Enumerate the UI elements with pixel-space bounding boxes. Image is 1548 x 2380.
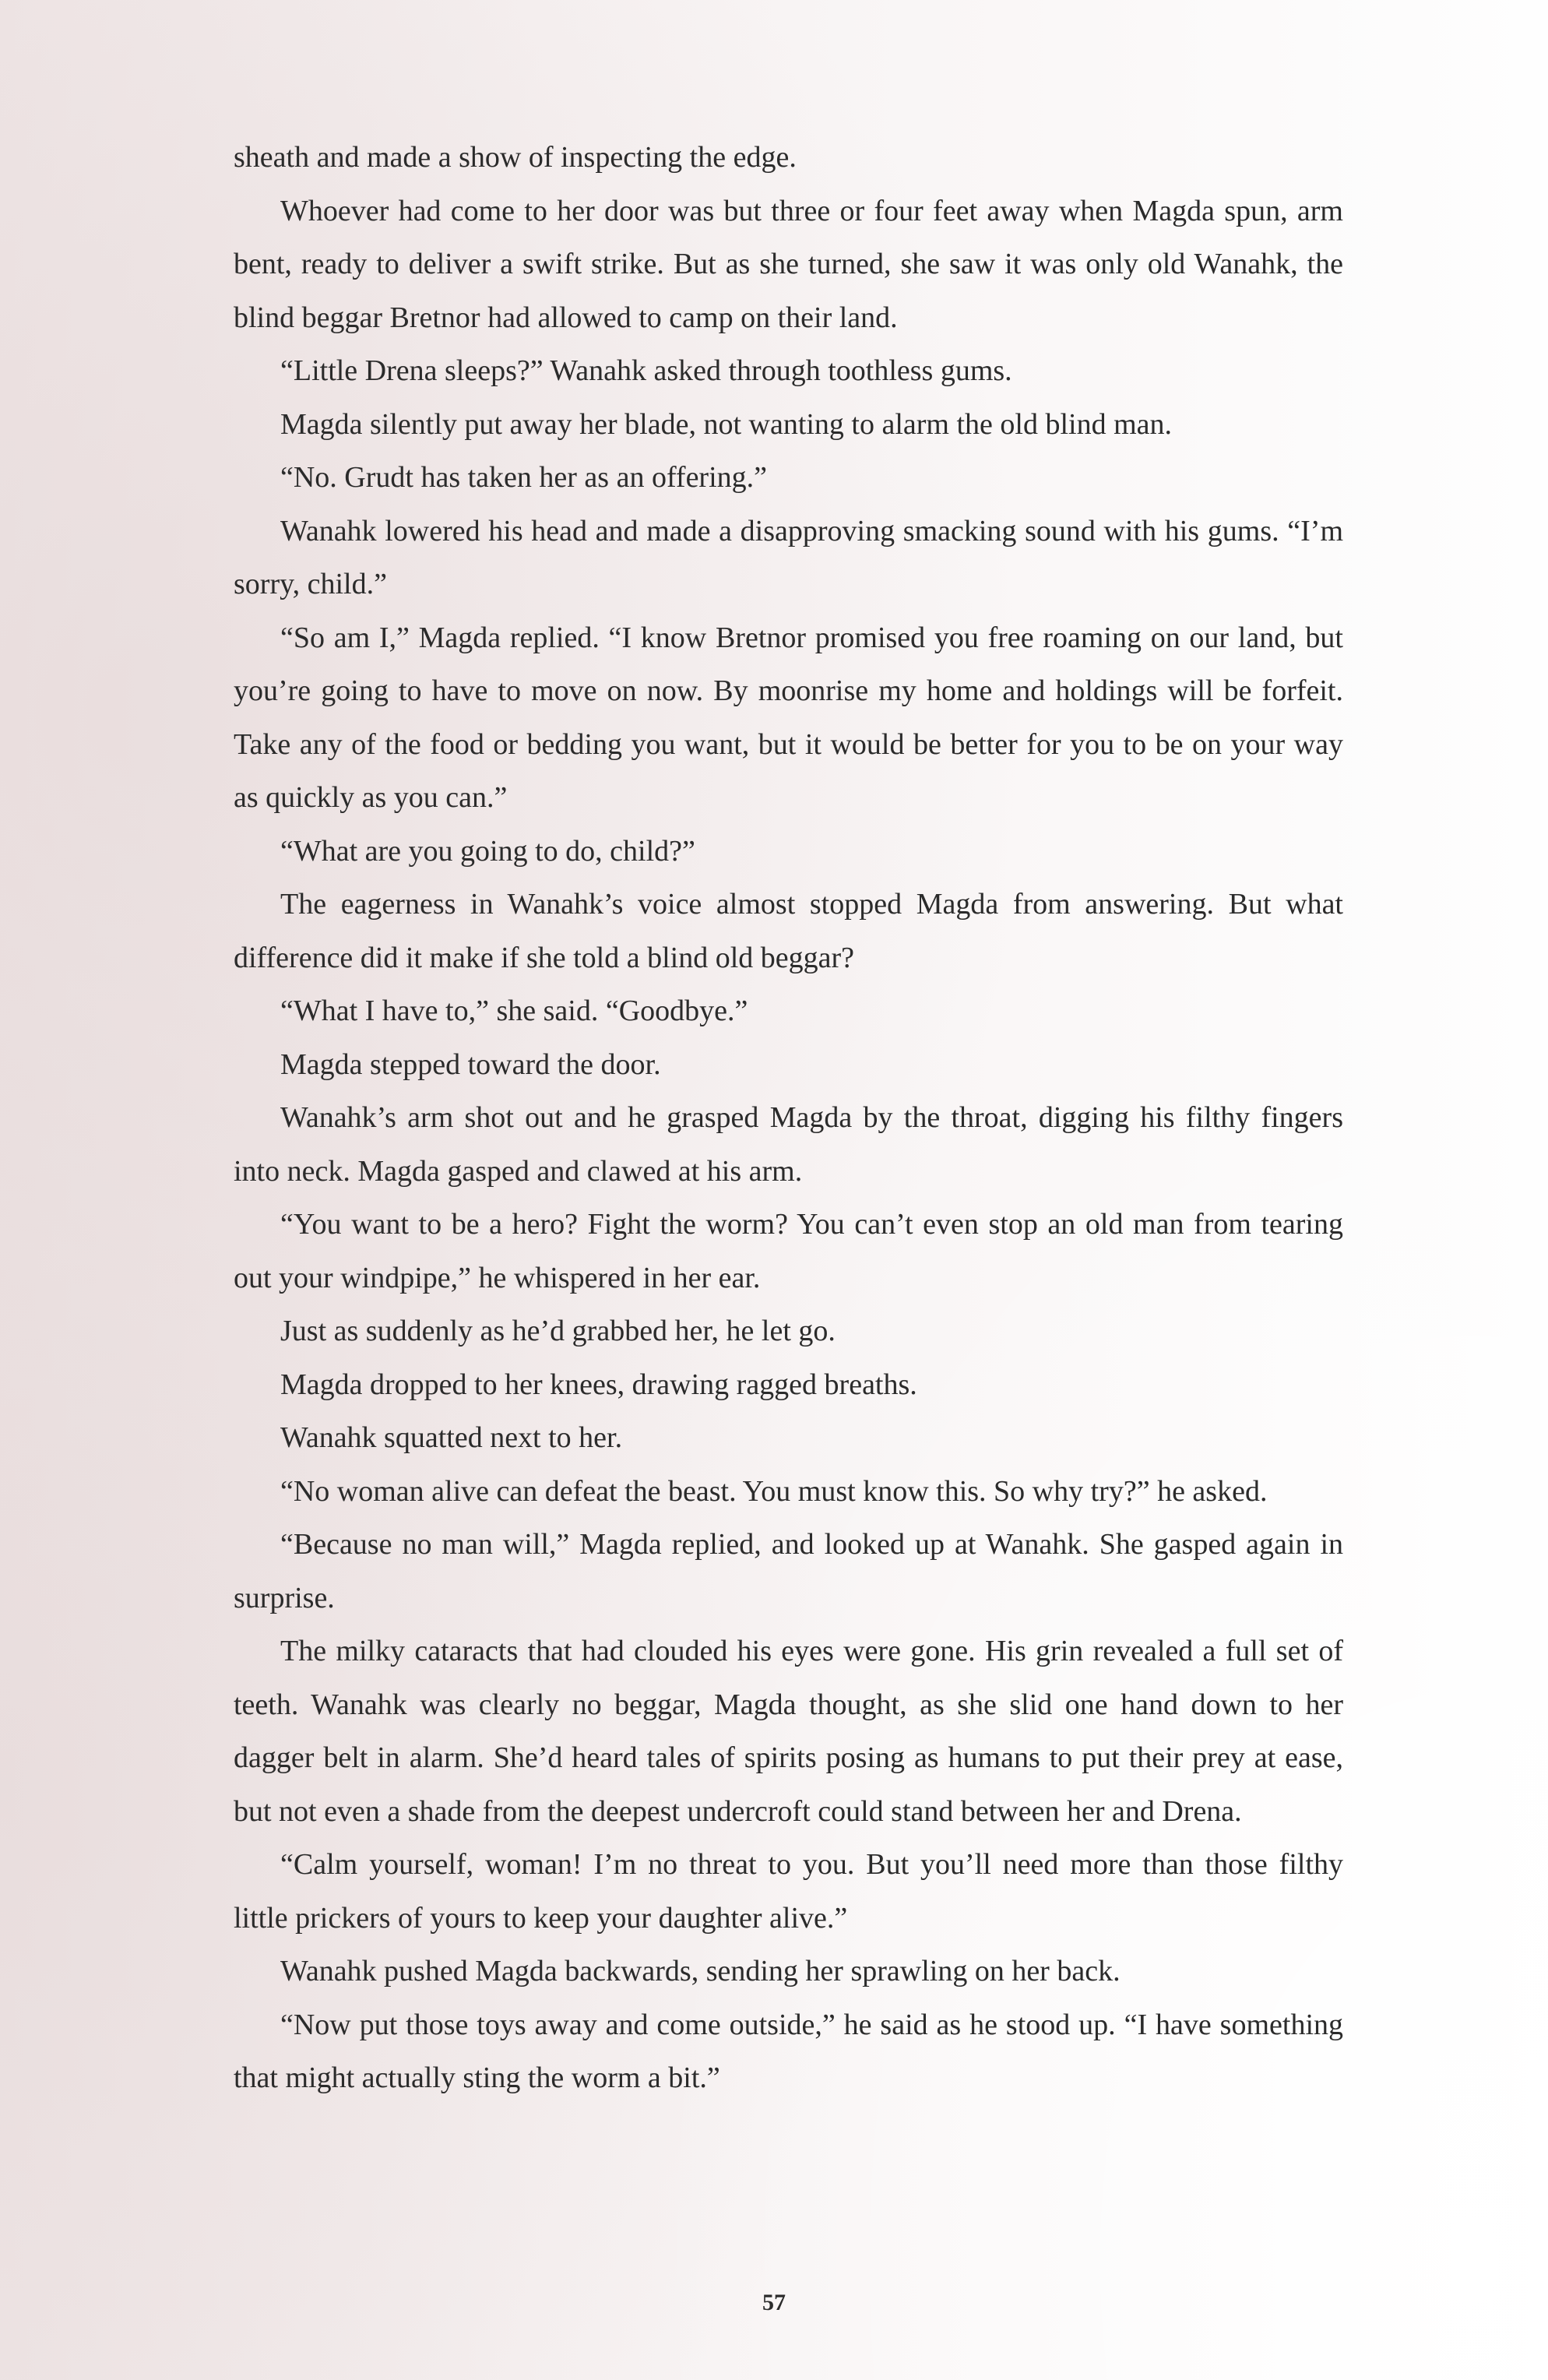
- paragraph: Magda dropped to her knees, drawing ragged breaths.: [280, 1368, 917, 1401]
- page-number: 57: [762, 2290, 786, 2315]
- paragraph: “Now put those toys away and come outside,” he said as he stood up. “I have something that might actually sting the worm a bit.”: [234, 2008, 1343, 2094]
- paragraph: The eagerness in Wanahk’s voice almost stopped Magda from answering. But what difference did it make if she told a blind old beggar?: [234, 888, 1343, 974]
- paragraph: “Because no man will,” Magda replied, and looked up at Wanahk. She gasped again in surprise.: [234, 1528, 1343, 1614]
- paragraph: Wanahk squatted next to her.: [280, 1421, 623, 1454]
- paragraph: Wanahk’s arm shot out and he grasped Magda by the throat, digging his filthy fingers into neck. Magda gasped and clawed at his arm.: [234, 1101, 1343, 1188]
- paragraph: The milky cataracts that had clouded his eyes were gone. His grin revealed a full set of teeth. Wanahk was clearly no beggar, Magda thought, as she slid one hand down to her dagger belt in alarm. She’d heard tales of spirits posing as humans to put their prey at ease, but not even a shade from the deepest undercroft could stand between her and Drena.: [234, 1635, 1343, 1828]
- paragraph: Magda silently put away her blade, not wanting to alarm the old blind man.: [280, 407, 1173, 441]
- paragraph: “No. Grudt has taken her as an offering.”: [280, 461, 768, 494]
- paragraph: Whoever had come to her door was but three or four feet away when Magda spun, arm bent, ready to deliver a swift strike. But as she turned, she saw it was only old Wanahk, the blind beggar Bretnor had allowed to camp on their land.: [234, 194, 1343, 334]
- paragraph: “Little Drena sleeps?” Wanahk asked through toothless gums.: [280, 354, 1012, 387]
- paragraph: “No woman alive can defeat the beast. You must know this. So why try?” he asked.: [280, 1474, 1268, 1508]
- paragraph: Just as suddenly as he’d grabbed her, he let go.: [280, 1315, 836, 1347]
- paragraph: sheath and made a show of inspecting the edge.: [234, 141, 797, 174]
- body-text: [234, 131, 1343, 2105]
- paragraph: Wanahk pushed Magda backwards, sending her sprawling on her back.: [280, 1955, 1121, 1987]
- paragraph: “You want to be a hero? Fight the worm? You can’t even stop an old man from tearing out your windpipe,” he whispered in her ear.: [234, 1208, 1343, 1294]
- paragraph: Magda stepped toward the door.: [280, 1047, 661, 1081]
- paragraph: “So am I,” Magda replied. “I know Bretnor promised you free roaming on our land, but you’re going to have to move on now. By moonrise my home and holdings will be forfeit. Take any of the food or bedding you want, but it would be better for you to be on your way as quickly as you can.”: [234, 621, 1343, 814]
- paragraph: “What I have to,” she said. “Goodbye.”: [280, 995, 748, 1027]
- paragraph: Wanahk lowered his head and made a disapproving smacking sound with his gums. “I’m sorry, child.”: [234, 514, 1343, 600]
- paragraph: “Calm yourself, woman! I’m no threat to you. But you’ll need more than those filthy little prickers of yours to keep your daughter alive.”: [234, 1848, 1343, 1935]
- paragraph: “What are you going to do, child?”: [280, 834, 695, 868]
